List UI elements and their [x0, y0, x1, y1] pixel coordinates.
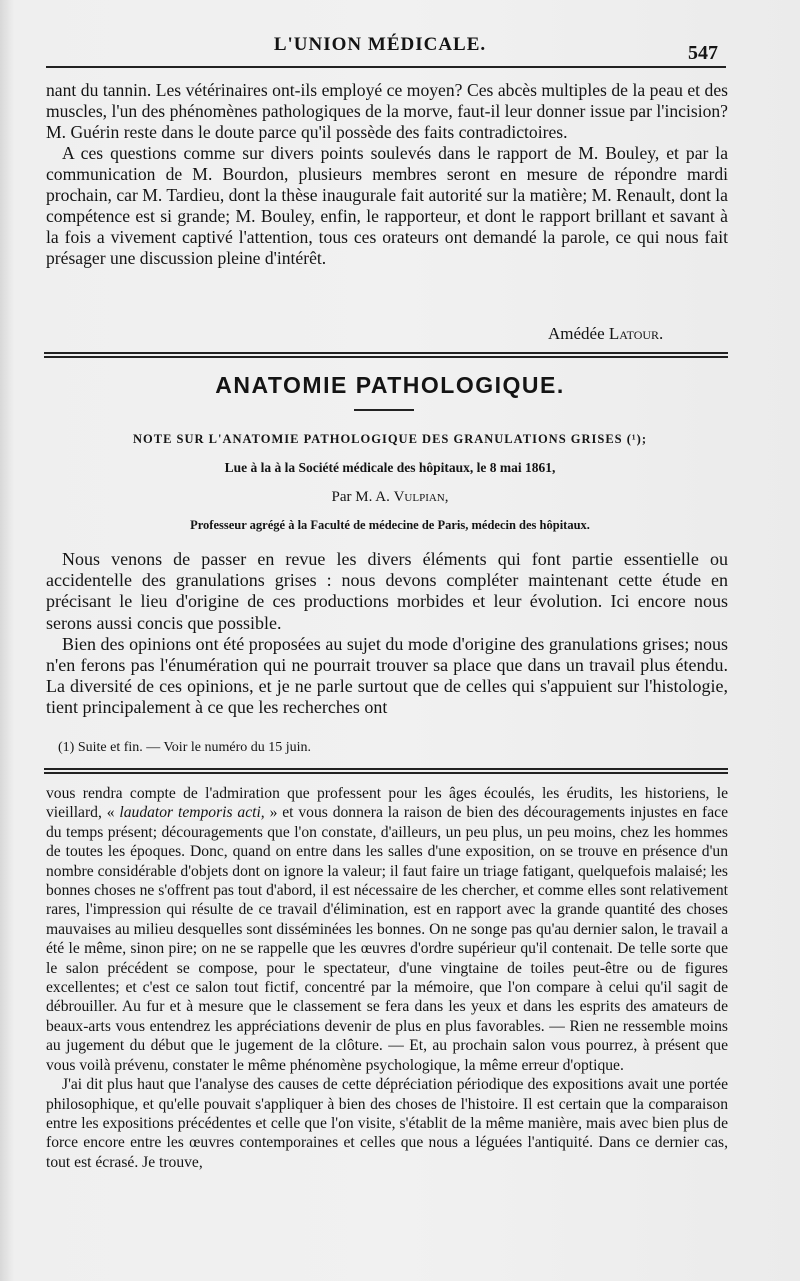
author-affiliation: Professeur agrégé à la Faculté de médecine de Paris, médecin des hôpitaux. — [190, 518, 590, 532]
footnote: (1) Suite et fin. — Voir le numéro du 15 juin. — [58, 740, 312, 755]
feuilleton-p1-before: vous rendra compte de l'admiration que professent pour les âges écoulés, les érudits, les historiens, le vieillard, « — [46, 785, 728, 822]
article-title: NOTE SUR L'ANATOMIE PATHOLOGIQUE DES GRANULATIONS GRISES (¹); — [132, 432, 647, 446]
feuilleton-text — [46, 784, 728, 1172]
intro-text — [46, 80, 728, 269]
signature-first-name: Amédée — [548, 324, 605, 343]
intro-paragraph-2: A ces questions comme sur divers points soulevés dans le rapport de M. Bouley, et par la communication de M. Bourdon, plusieurs membres seront en mesure de répondre mardi prochain, car M. Tardieu, dont la thèse inaugurale fait autorité sur la matière; M. Renault, dont la compétence est si grande; M. Bouley, enfin, le rapporteur, et dont le rapport brillant et savant à la fois a vivement captivé l'attention, tous ces orateurs ont demandé la parole, ce qui nous fait présager une discussion pleine d'intérêt. — [46, 143, 728, 268]
author-name: Vulpian, — [393, 489, 449, 505]
article-paragraph-1: Nous venons de passer en revue les divers éléments qui font partie essentielle ou accidentelle des granulations grises : nous devons compléter maintenant cette étude en précisant le lieu d'origine de ces productions morbides et leur évolution. Ici encore nous serons aussi concis que possible. — [46, 549, 728, 633]
header-rule — [46, 66, 726, 68]
author-line — [0, 489, 780, 506]
feuilleton-p1-after: » et vous donnera la raison de bien des découragements injustes en face du temps présent; découragements que l'on constate, d'ailleurs, un peu plus, un peu moins, chez les hommes de toutes les époques. Donc, quand on entre dans les salles d'une exposition, on se trouve en présence d'un nombre considérable d'objets dont on ignore la valeur; il faut faire un triage fatigant, quelquefois malaisé; les bonnes choses ne s'offrent pas tout d'abord, il est nécessaire de les chercher, et comme elles sont relativement rares, l'impression qui résulte de ce travail d'élimination, est en rapport avec la grande quantité des choses mauvaises au milieu desquelles sont disséminées les bonnes. On ne songe pas qu'au dernier salon, le travail a été le même, sinon pire; on ne se rappelle que les œuvres d'ordre supérieur qu'il contenait. De telle sorte que le salon précédent se compose, pour le spectateur, d'une vingtaine de toiles peut-être ou de figures excellentes; et c'est ce salon tout fictif, concentré par la mémoire, que l'on compare à celui qu'il sagit de débrouiller. Au fur et à mesure que le classement se fera dans les yeux et dans les esprits des amateurs de beaux-arts vous entendrez les appréciations devenir de plus en plus favorables. — Rien ne ressemble moins au jugement du début que le jugement de la clôture. — Et, au prochain salon vous pourrez, à présent que vous voilà prévenu, constater le même phénomène psychologique, la même erreur d'optique. — [46, 804, 729, 1074]
signature-last-name: Latour. — [608, 324, 664, 343]
feuilleton-paragraph-2: J'ai dit plus haut que l'analyse des causes de cette dépréciation périodique des expositions avait une portée philosophique, et qu'elle pouvait s'appliquer à bien des choses de l'histoire. Il est certain que la comparaison entre les expositions précédentes et celle que l'on visite, s'établit de la même manière, mais avec bien plus de force encore entre les œuvres contemporaines et celles que nous a léguées l'antiquité. Dans ce dernier cas, tout est écrasé. Je trouve, — [46, 1076, 728, 1171]
author-prefix: Par M. A. — [331, 489, 390, 505]
feuilleton-paragraph-1 — [46, 784, 728, 1075]
page-number: 547 — [688, 42, 718, 64]
article-body — [46, 549, 728, 719]
heading-underline — [354, 409, 414, 411]
running-header-title: L'UNION MÉDICALE. — [273, 34, 487, 55]
intro-paragraph-1: nant du tannin. Les vétérinaires ont-ils employé ce moyen? Ces abcès multiples de la peau et des muscles, l'un des phénomènes pathologiques de la morve, faut-il leur donner issue par l'incision? M. Guérin reste dans le doute parce qu'il possède des faits contradictoires. — [46, 80, 728, 142]
article-paragraph-2: Bien des opinions ont été proposées au sujet du mode d'origine des granulations grises; nous n'en ferons pas l'énumération qui ne pourrait trouver sa place que dans un travail plus étendu. La diversité de ces opinions, et je ne parle surtout que de celles qui s'appuient sur l'histologie, tient principalement à ce que les recherches ont — [46, 633, 728, 718]
latin-quote: laudator temporis acti, — [119, 804, 265, 822]
section-divider — [44, 352, 728, 358]
read-at-line: Lue à la à la Société médicale des hôpitaux, le 8 mai 1861, — [224, 460, 556, 475]
signature — [548, 324, 663, 344]
section-heading: ANATOMIE PATHOLOGIQUE. — [215, 372, 565, 398]
feuilleton-divider — [44, 768, 728, 774]
